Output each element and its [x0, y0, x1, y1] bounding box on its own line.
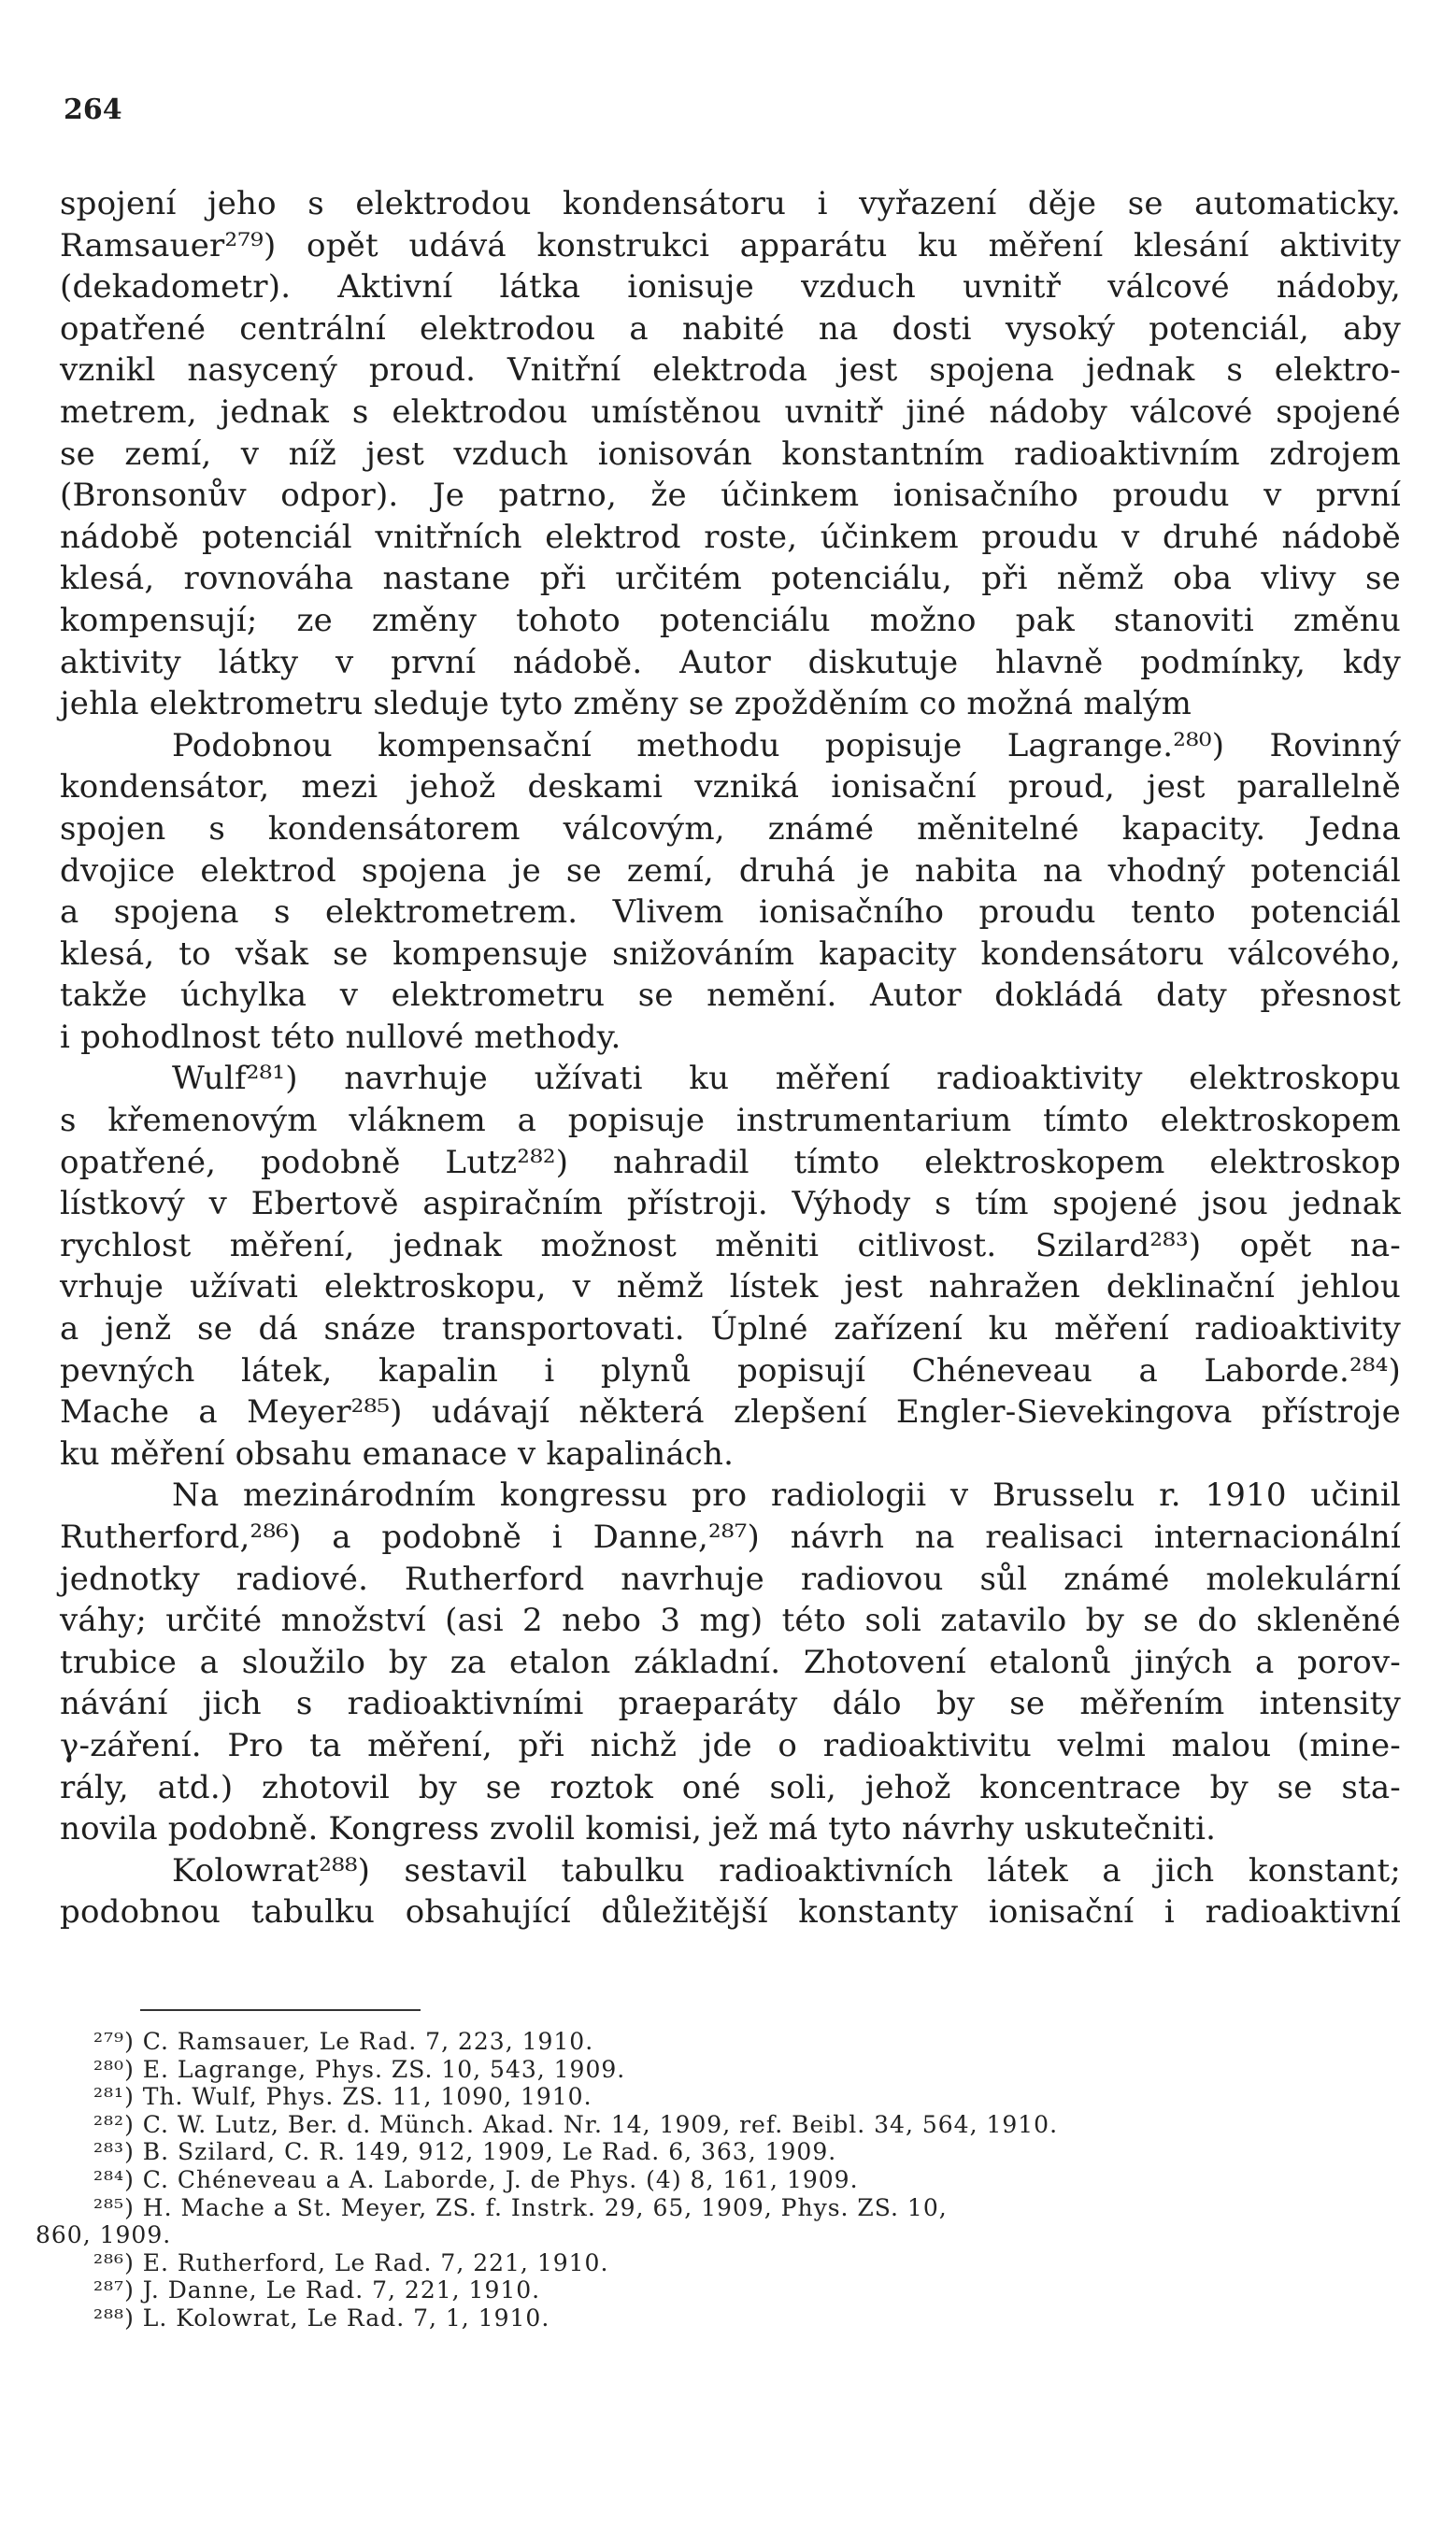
text-line: a spojena s elektrometrem. Vlivem ionisačního proudu tento potenciál [60, 893, 1401, 932]
footnote: ²⁸¹) Th. Wulf, Phys. ZS. 11, 1090, 1910. [93, 2083, 592, 2111]
text-line: trubice a sloužilo by za etalon základní. Zhotovení etalonů jiných a porov- [60, 1643, 1401, 1681]
text-line: i pohodlnost této nullové methody. [60, 1018, 621, 1056]
text-line: se zemí, v níž jest vzduch ionisován konstantním radioaktivním zdrojem [60, 435, 1401, 473]
footnote: ²⁸⁸) L. Kolowrat, Le Rad. 7, 1, 1910. [93, 2304, 550, 2332]
text-line: Kolowrat²⁸⁸) sestavil tabulku radioaktivních látek a jich konstant; [172, 1851, 1401, 1890]
text-line: Mache a Meyer²⁸⁵) udávají některá zlepšení Engler-Sievekingova přístroje [60, 1393, 1401, 1432]
text-line: metrem, jednak s elektrodou umístěnou uvnitř jiné nádoby válcové spojené [60, 392, 1401, 431]
footnotes [36, 2028, 1402, 2332]
text-line: nádobě potenciál vnitřních elektrod roste, účinkem proudu v druhé nádobě [60, 518, 1401, 556]
text-line: rychlost měření, jednak možnost měniti citlivost. Szilard²⁸³) opět na- [60, 1226, 1401, 1264]
text-line: vrhuje užívati elektroskopu, v němž lístek jest nahražen deklinační jehlou [60, 1268, 1401, 1306]
footnote: ²⁸⁴) C. Chéneveau a A. Laborde, J. de Phys. (4) 8, 161, 1909. [93, 2165, 859, 2193]
text-line: a jenž se dá snáze transportovati. Úplné zařízení ku měření radioaktivity [60, 1310, 1401, 1348]
text-line: ku měření obsahu emanace v kapalinách. [60, 1434, 735, 1473]
text-line: klesá, to však se kompensuje snižováním kapacity kondensátoru válcového, [60, 934, 1401, 973]
footnote: ²⁸⁶) E. Rutherford, Le Rad. 7, 221, 1910. [93, 2248, 609, 2276]
text-line: kondensátor, mezi jehož deskami vzniká ionisační proud, jest parallelně [60, 768, 1401, 806]
footnote: 860, 1909. [36, 2221, 172, 2249]
text-line: jehla elektrometru sleduje tyto změny se zpožděním co možná malým [60, 685, 1192, 723]
page-number: 264 [64, 93, 122, 126]
text-line: váhy; určité množství (asi 2 nebo 3 mg) této soli zatavilo by se do skleněné [60, 1602, 1401, 1640]
text-line: takže úchylka v elektrometru se nemění. Autor dokládá daty přesnost [60, 977, 1401, 1015]
footnote: ²⁸³) B. Szilard, C. R. 149, 912, 1909, Le Rad. 6, 363, 1909. [93, 2138, 837, 2166]
text-line: Wulf²⁸¹) navrhuje užívati ku měření radioaktivity elektroskopu [172, 1060, 1401, 1098]
text-line: s křemenovým vláknem a popisuje instrumentarium tímto elektroskopem [60, 1102, 1401, 1140]
text-line: rály, atd.) zhotovil by se roztok oné soli, jehož koncentrace by se sta- [60, 1768, 1401, 1806]
text-line: návání jich s radioaktivními praeparáty dálo by se měřením intensity [60, 1685, 1401, 1723]
text-line: opatřené centrální elektrodou a nabité na dosti vysoký potenciál, aby [60, 309, 1401, 348]
text-line: jednotky radiové. Rutherford navrhuje radiovou sůl známé molekulární [60, 1560, 1401, 1598]
text-line: vznikl nasycený proud. Vnitřní elektroda jest spojena jednak s elektro- [60, 351, 1401, 390]
text-line: novila podobně. Kongress zvolil komisi, jež má tyto návrhy uskutečniti. [60, 1810, 1217, 1848]
text-line: aktivity látky v první nádobě. Autor diskutuje hlavně podmínky, kdy [60, 643, 1401, 681]
body-text [60, 183, 1401, 1933]
footnote-divider [140, 2009, 421, 2011]
footnote: ²⁸⁵) H. Mache a St. Meyer, ZS. f. Instrk. 29, 65, 1909, Phys. ZS. 10, [93, 2193, 948, 2221]
text-line: spojení jeho s elektrodou kondensátoru i vyřazení děje se automaticky. [60, 185, 1401, 222]
text-line: kompensují; ze změny tohoto potenciálu možno pak stanoviti změnu [60, 601, 1401, 639]
text-line: γ-záření. Pro ta měření, při nichž jde o radioaktivitu velmi malou (mine- [60, 1726, 1401, 1764]
text-line: podobnou tabulku obsahující důležitější konstanty ionisační i radioaktivní [60, 1893, 1401, 1932]
text-line: Podobnou kompensační methodu popisuje Lagrange.²⁸⁰) Rovinný [172, 726, 1401, 764]
text-line: Na mezinárodním kongressu pro radiologii v Brusselu r. 1910 učinil [172, 1476, 1401, 1515]
text-line: Ramsauer²⁷⁹) opět udává konstrukci apparátu ku měření klesání aktivity [60, 226, 1401, 264]
text-line: lístkový v Ebertově aspiračním přístroji. Výhody s tím spojené jsou jednak [60, 1185, 1401, 1223]
text-line: dvojice elektrod spojena je se zemí, druhá je nabita na vhodný potenciál [60, 851, 1401, 890]
text-line: pevných látek, kapalin i plynů popisují Chéneveau a Laborde.²⁸⁴) [60, 1351, 1401, 1390]
text-line: (dekadometr). Aktivní látka ionisuje vzduch uvnitř válcové nádoby, [60, 268, 1401, 307]
text-line: spojen s kondensátorem válcovým, známé měnitelné kapacity. Jedna [60, 809, 1401, 848]
text-line: opatřené, podobně Lutz²⁸²) nahradil tímto elektroskopem elektroskop [60, 1143, 1401, 1181]
footnote: ²⁸⁰) E. Lagrange, Phys. ZS. 10, 543, 1909. [93, 2055, 626, 2083]
text-line: klesá, rovnováha nastane při určitém potenciálu, při němž oba vlivy se [60, 560, 1401, 598]
text-line: Rutherford,²⁸⁶) a podobně i Danne,²⁸⁷) návrh na realisaci internacionální [60, 1519, 1401, 1556]
footnote: ²⁷⁹) C. Ramsauer, Le Rad. 7, 223, 1910. [93, 2028, 594, 2055]
footnote: ²⁸²) C. W. Lutz, Ber. d. Münch. Akad. Nr. 14, 1909, ref. Beibl. 34, 564, 1910. [93, 2110, 1059, 2138]
text-line: (Bronsonův odpor). Je patrno, že účinkem ionisačního proudu v první [60, 477, 1401, 515]
footnote: ²⁸⁷) J. Danne, Le Rad. 7, 221, 1910. [93, 2276, 541, 2304]
